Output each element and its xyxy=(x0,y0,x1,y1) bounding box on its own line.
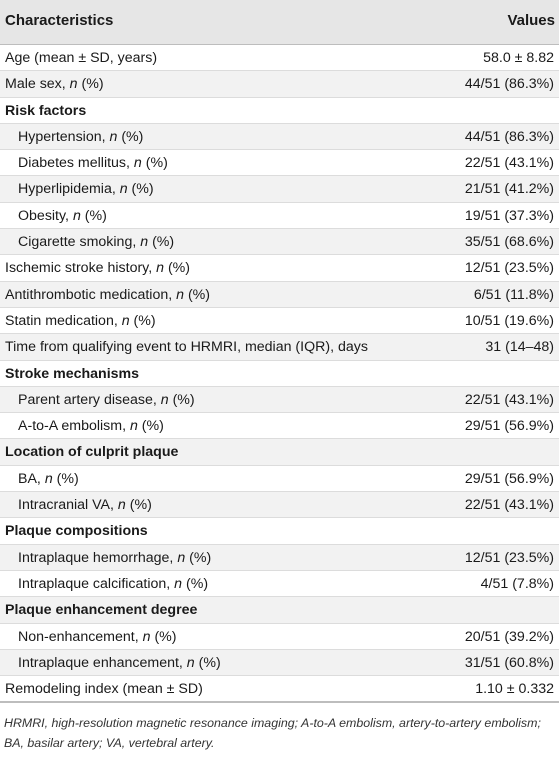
row-label-suffix: (%) xyxy=(80,207,107,224)
row-label xyxy=(5,308,156,334)
row-label-text: Statin medication, xyxy=(5,312,122,329)
row-label-n: n xyxy=(69,76,78,93)
row-label-n: n xyxy=(176,286,185,303)
row-label-n: n xyxy=(160,391,169,408)
table-row xyxy=(0,176,559,202)
row-label-text: Hyperlipidemia, xyxy=(18,181,120,198)
table-footnote: HRMRI, high-resolution magnetic resonance imaging; A-to-A embolism, artery-to-artery embolism; BA, basilar artery; VA, vertebral artery. xyxy=(4,716,541,751)
row-label-text: Location of culprit plaque xyxy=(5,444,179,461)
row-label xyxy=(5,334,368,360)
row-label-n: n xyxy=(129,418,138,435)
row-label-n: n xyxy=(142,628,151,645)
row-label-n: n xyxy=(140,234,149,251)
table-row xyxy=(0,624,559,650)
row-label-suffix: (%) xyxy=(127,181,154,198)
row-label xyxy=(5,45,157,71)
row-value: 31 (14–48) xyxy=(485,339,554,356)
row-label xyxy=(5,255,190,281)
row-label-n: n xyxy=(156,260,164,277)
row-value: 22/51 (43.1%) xyxy=(464,155,554,172)
row-label-text: Non-enhancement, xyxy=(18,628,143,645)
row-label-suffix: (%) xyxy=(148,234,175,251)
table-header xyxy=(0,0,559,45)
table-row xyxy=(0,45,559,71)
row-value: 12/51 (23.5%) xyxy=(464,549,554,566)
row-label-text: Intraplaque calcification, xyxy=(18,575,175,592)
row-label xyxy=(18,150,168,176)
row-label-suffix: (%) xyxy=(129,312,156,329)
table-row xyxy=(0,571,559,597)
row-label xyxy=(18,387,195,413)
table-row xyxy=(0,650,559,676)
section-row xyxy=(0,361,559,387)
row-label-suffix: (%) xyxy=(117,128,144,145)
row-label-n: n xyxy=(121,312,130,329)
row-label xyxy=(18,176,154,202)
row-value: 21/51 (41.2%) xyxy=(464,181,554,198)
header-values: Values xyxy=(507,12,555,29)
row-label-n: n xyxy=(177,549,186,566)
row-label xyxy=(18,124,143,150)
row-label-n: n xyxy=(186,654,195,671)
row-value: 29/51 (56.9%) xyxy=(464,418,554,435)
row-label xyxy=(5,71,104,97)
row-label-text: Male sex, xyxy=(5,76,70,93)
section-row xyxy=(0,518,559,544)
row-label xyxy=(5,98,86,124)
row-label-text: Hypertension, xyxy=(18,128,110,145)
row-value: 44/51 (86.3%) xyxy=(464,128,554,145)
row-label-text: Intraplaque hemorrhage, xyxy=(18,549,178,566)
row-value: 4/51 (7.8%) xyxy=(480,575,554,592)
table-row xyxy=(0,229,559,255)
row-label-n: n xyxy=(133,155,142,172)
row-label-n: n xyxy=(72,207,81,224)
row-label-text: BA, xyxy=(18,470,45,487)
row-label-text: Intracranial VA, xyxy=(18,497,118,514)
row-label xyxy=(18,624,177,650)
row-value: 29/51 (56.9%) xyxy=(464,470,554,487)
row-label-text: Stroke mechanisms xyxy=(5,365,140,382)
table-row xyxy=(0,255,559,281)
row-label-text: Parent artery disease, xyxy=(18,391,161,408)
row-label xyxy=(5,439,178,465)
row-value: 20/51 (39.2%) xyxy=(464,628,554,645)
table-row xyxy=(0,308,559,334)
table-row xyxy=(0,387,559,413)
table-row xyxy=(0,492,559,518)
table-row xyxy=(0,545,559,571)
table-row xyxy=(0,413,559,439)
table-row xyxy=(0,282,559,308)
row-label-suffix: (%) xyxy=(194,654,221,671)
table-row xyxy=(0,466,559,492)
row-value: 22/51 (43.1%) xyxy=(464,391,554,408)
row-label-n: n xyxy=(117,497,126,514)
row-value: 31/51 (60.8%) xyxy=(464,654,554,671)
row-label-text: Risk factors xyxy=(5,102,87,119)
section-row xyxy=(0,439,559,465)
table-row xyxy=(0,203,559,229)
table-row xyxy=(0,124,559,150)
row-label-suffix: (%) xyxy=(137,418,164,435)
row-label-text: Cigarette smoking, xyxy=(18,234,141,251)
row-value: 10/51 (19.6%) xyxy=(464,312,554,329)
row-label-suffix: (%) xyxy=(150,628,177,645)
row-value: 19/51 (37.3%) xyxy=(464,207,554,224)
row-label-text: Age (mean ± SD, years) xyxy=(5,50,158,66)
row-label-suffix: (%) xyxy=(185,549,212,566)
row-value: 6/51 (11.8%) xyxy=(473,286,554,303)
table-body xyxy=(0,45,559,703)
row-label-text: Obesity, xyxy=(18,207,73,224)
row-label-text: Plaque compositions xyxy=(5,523,148,540)
row-label-suffix: (%) xyxy=(125,497,152,514)
row-label-text: Intraplaque enhancement, xyxy=(18,654,187,671)
section-row xyxy=(0,597,559,623)
table-row xyxy=(0,676,559,702)
row-label xyxy=(18,545,211,571)
row-label xyxy=(18,229,174,255)
row-value: 22/51 (43.1%) xyxy=(464,497,554,514)
row-label-n: n xyxy=(119,181,128,198)
row-label-n: n xyxy=(174,575,183,592)
row-label-n: n xyxy=(44,470,53,487)
header-characteristics: Characteristics xyxy=(5,12,114,29)
row-label xyxy=(5,518,148,544)
row-label-suffix: (%) xyxy=(182,575,209,592)
row-value: 1.10 ± 0.332 xyxy=(475,681,554,698)
row-label xyxy=(18,492,152,518)
row-label-text: Remodeling index (mean ± SD) xyxy=(5,681,203,698)
section-row xyxy=(0,98,559,124)
row-label-suffix: (%) xyxy=(184,286,211,303)
row-label xyxy=(5,361,139,387)
row-label xyxy=(18,571,208,597)
row-label xyxy=(5,597,197,623)
row-label-text: A-to-A embolism, xyxy=(18,418,130,435)
row-label-text: Plaque enhancement degree xyxy=(5,602,198,619)
row-label xyxy=(18,650,221,676)
row-label-suffix: (%) xyxy=(164,260,191,277)
row-label-text: Time from qualifying event to HRMRI, median (IQR), days xyxy=(5,339,368,356)
row-value: 44/51 (86.3%) xyxy=(464,76,554,93)
row-label-text: Ischemic stroke history, xyxy=(5,260,157,277)
row-label-suffix: (%) xyxy=(168,391,195,408)
table-row xyxy=(0,71,559,97)
row-label-text: Antithrombotic medication, xyxy=(5,286,177,303)
row-label-n: n xyxy=(109,128,118,145)
row-value: 58.0 ± 8.82 xyxy=(483,50,554,66)
table-row xyxy=(0,334,559,360)
row-label xyxy=(18,466,79,492)
row-label-suffix: (%) xyxy=(52,470,79,487)
row-label xyxy=(18,413,164,439)
row-label xyxy=(5,282,210,308)
row-label-text: Diabetes mellitus, xyxy=(18,155,134,172)
table-row xyxy=(0,150,559,176)
row-label xyxy=(18,203,107,229)
row-label-suffix: (%) xyxy=(77,76,104,93)
row-value: 12/51 (23.5%) xyxy=(464,260,554,277)
row-label xyxy=(5,676,203,702)
row-label-suffix: (%) xyxy=(141,155,168,172)
row-value: 35/51 (68.6%) xyxy=(464,234,554,251)
